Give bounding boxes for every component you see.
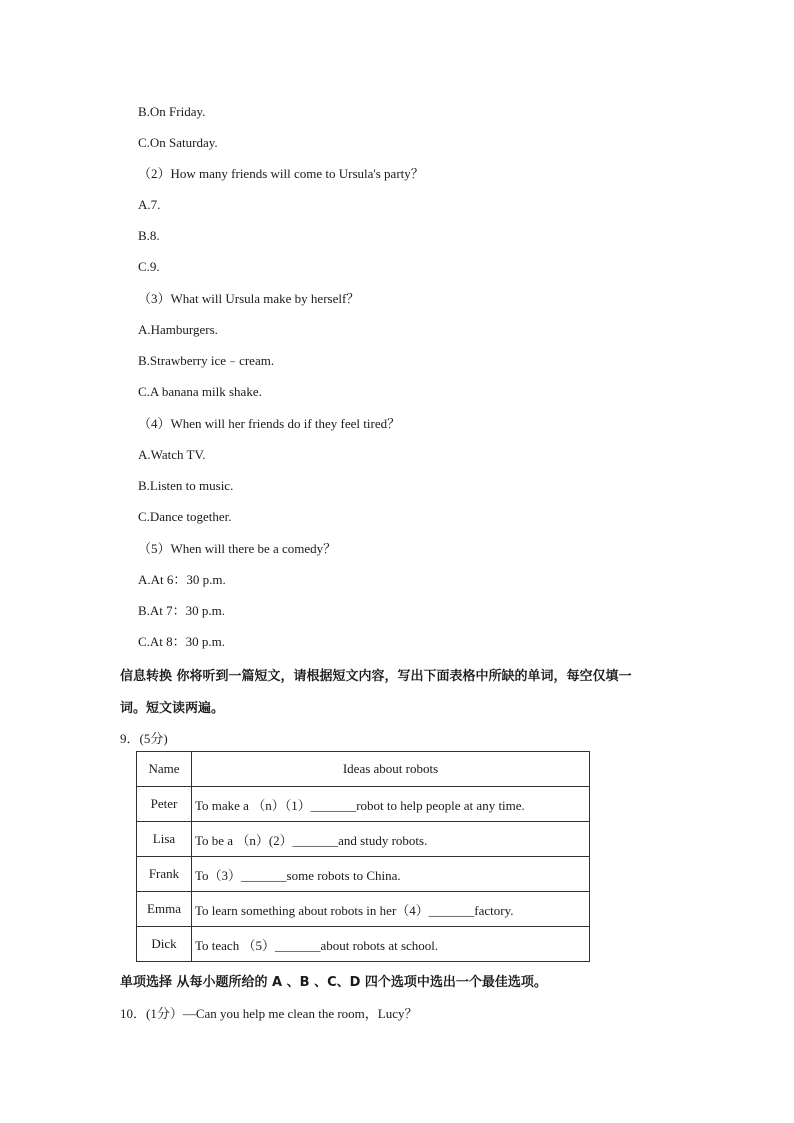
question-line: （4）When will her friends do if they feel tired？ xyxy=(138,416,401,431)
row-name: Frank xyxy=(137,857,192,892)
question-number-10: 10．(1分）—Can you help me clean the room，Lucy？ xyxy=(120,1006,418,1021)
row-name: Lisa xyxy=(137,822,192,857)
row-name: Peter xyxy=(137,787,192,822)
question-line: （3）What will Ursula make by herself？ xyxy=(138,291,360,306)
table-row xyxy=(137,822,590,857)
option-line: A.Hamburgers. xyxy=(138,322,218,337)
option-line: C.At 8：30 p.m. xyxy=(138,634,226,649)
option-line: A.7. xyxy=(138,197,161,212)
row-name: Dick xyxy=(137,927,192,962)
header-ideas: Ideas about robots xyxy=(192,752,590,787)
table-row xyxy=(137,927,590,962)
question-line: （2）How many friends will come to Ursula's party？ xyxy=(138,166,424,181)
section-heading-info-transfer: 信息转换 你将听到一篇短文，请根据短文内容，写出下面表格中所缺的单词，每空仅填一 xyxy=(120,669,632,684)
option-line: C.On Saturday. xyxy=(138,135,218,150)
question-line: （5）When will there be a comedy？ xyxy=(138,541,337,556)
table-row xyxy=(137,787,590,822)
row-idea: To（3）_______some robots to China. xyxy=(192,857,590,892)
option-line: A.At 6：30 p.m. xyxy=(138,572,226,587)
row-idea: To teach （5）_______about robots at school. xyxy=(192,927,590,962)
row-idea: To learn something about robots in her（4）_______factory. xyxy=(192,892,590,927)
row-name: Emma xyxy=(137,892,192,927)
option-line: A.Watch TV. xyxy=(138,447,206,462)
robots-table xyxy=(136,751,590,962)
option-line: C.Dance together. xyxy=(138,509,232,524)
option-line: C.9. xyxy=(138,259,160,274)
header-name: Name xyxy=(137,752,192,787)
option-line: B.8. xyxy=(138,228,160,243)
section-heading-info-transfer-cont: 词。短文读两遍。 xyxy=(120,701,225,716)
table-row xyxy=(137,857,590,892)
option-line: B.Listen to music. xyxy=(138,478,234,493)
table-header-row xyxy=(137,752,590,787)
table-row xyxy=(137,892,590,927)
option-line: B.On Friday. xyxy=(138,104,206,119)
option-line: C.A banana milk shake. xyxy=(138,384,262,399)
option-line: B.Strawberry ice﹣cream. xyxy=(138,353,275,368)
question-number-9: 9．(5分) xyxy=(120,731,168,746)
option-line: B.At 7：30 p.m. xyxy=(138,603,226,618)
row-idea: To be a （n）(2）_______and study robots. xyxy=(192,822,590,857)
row-idea: To make a （n）（1）_______robot to help people at any time. xyxy=(192,787,590,822)
section-heading-multiple-choice: 单项选择 从每小题所给的 A 、B 、C、D 四个选项中选出一个最佳选项。 xyxy=(120,975,547,990)
